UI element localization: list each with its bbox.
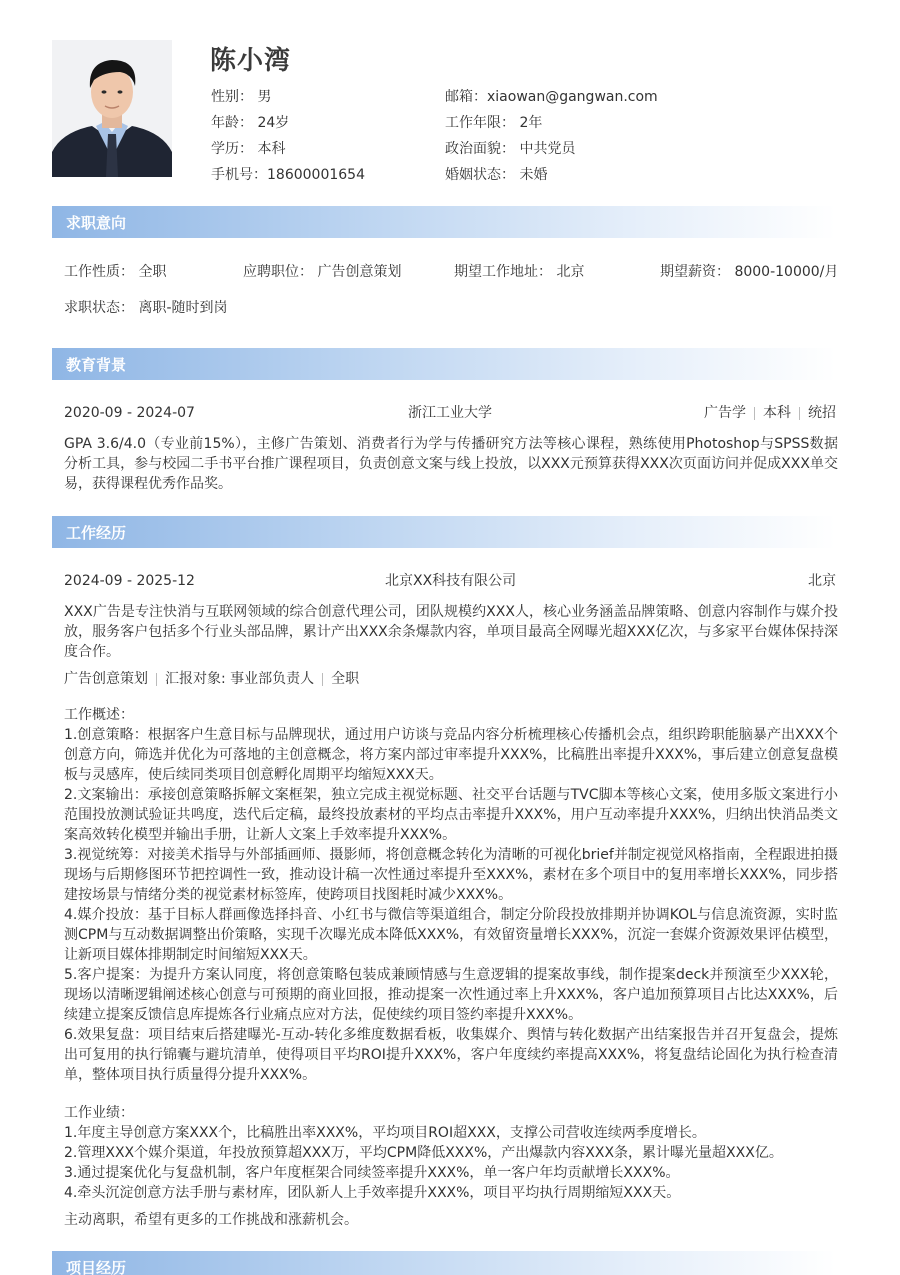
section-title: 工作经历 — [66, 524, 127, 542]
overview-title: 工作概述： — [64, 707, 134, 723]
divider — [799, 407, 800, 420]
work-years: 工作年限： 2年 — [445, 115, 543, 131]
political-status: 政治面貌： 中共党员 — [445, 141, 576, 157]
overview-item: 6.效果复盘：项目结束后搭建曝光-互动-转化多维度数据看板，收集媒介、舆情与转化数据产出结案报告并召开复盘会，提炼出可复用的执行锦囊与避坑清单，使得项目平均ROI提升XXX%，客户年度续约率提高XXX%，将复盘结论固化为执行检查清单，整体项目执行质量得分提升XXX%。 — [64, 1027, 838, 1083]
edu-description: GPA 3.6/4.0（专业前15%），主修广告策划、消费者行为学与传播研究方法等核心课程，熟练使用Photoshop与SPSS数据分析工具，参与校园二手书平台推广课程项目，负责创意文案与线上投放，以XXX元预算获得XXX次页面访问并促成XXX单交易，获得课程优秀作品奖。 — [64, 436, 838, 492]
section-header-education — [52, 348, 836, 380]
overview-item: 4.媒介投放：基于目标人群画像选择抖音、小红书与微信等渠道组合，制定分阶段投放排期并协调KOL与信息流资源，实时监测CPM与互动数据调整出价策略，实现千次曝光成本降低XXX%，有效留资量增长XXX%，沉淀一套媒介资源效果评估模型，让新项目媒体排期制定时间缩短XXX天。 — [64, 907, 838, 963]
divider — [754, 407, 755, 420]
avatar — [52, 40, 172, 177]
divider — [156, 673, 157, 686]
overview-item: 2.文案输出：承接创意策略拆解文案框架，独立完成主视觉标题、社交平台话题与TVC脚本等核心文案，使用多版文案进行小范围投放测试验证共鸣度，迭代后定稿，最终投放素材的平均点击率提升XXX%，用户互动率提升XXX%，归纳出快消品类文案高效转化模型并输出手册，让新人文案上手效率提升XXX%。 — [64, 787, 838, 843]
section-title: 求职意向 — [66, 214, 127, 232]
work-tags — [64, 669, 359, 689]
work-period: 2024-09 - 2025-12 — [64, 573, 195, 589]
work-results — [64, 1103, 838, 1203]
work-jobtype: 全职 — [331, 671, 360, 687]
job-status: 求职状态： 离职-随时到岗 — [64, 300, 228, 316]
overview-item: 3.视觉统筹：对接美术指导与外部插画师、摄影师，将创意概念转化为清晰的可视化brief并制定视觉风格指南，全程跟进拍摄现场与后期修图环节把控调性一致，推动设计稿一次性通过率提升至XXX%，素材在多个项目中的复用率增长XXX%，同步搭建按场景与情绪分类的视觉素材标签库，使跨项目找图耗时减少XXX%。 — [64, 847, 838, 903]
overview-item: 5.客户提案：为提升方案认同度，将创意策略包装成兼顾情感与生意逻辑的提案故事线，制作提案deck并预演至少XXX轮，现场以清晰逻辑阐述核心创意与可预期的商业回报，推动提案一次性通过率上升XXX%，客户追加预算项目占比达XXX%，后续建立提案反馈信息库提炼各行业痛点应对方法，促使续约项目签约率提升XXX%。 — [64, 967, 838, 1023]
candidate-name: 陈小湾 — [210, 46, 292, 76]
result-item: 1.年度主导创意方案XXX个，比稿胜出率XXX%，平均项目ROI超XXX，支撑公司营收连续两季度增长。 — [64, 1125, 706, 1141]
job-position: 应聘职位： 广告创意策划 — [243, 264, 402, 280]
expected-salary: 期望薪资： 8000-10000/月 — [660, 264, 839, 280]
edu-details — [704, 403, 836, 423]
edu-school: 浙江工业大学 — [408, 405, 492, 421]
section-header-work — [52, 516, 836, 548]
work-company: 北京XX科技有限公司 — [385, 573, 517, 589]
divider — [322, 673, 323, 686]
leave-reason: 主动离职，希望有更多的工作挑战和涨薪机会。 — [64, 1212, 358, 1228]
work-report: 汇报对象: 事业部负责人 — [165, 671, 315, 687]
work-overview — [64, 705, 838, 1085]
section-title: 教育背景 — [66, 356, 127, 374]
result-item: 4.牵头沉淀创意方法手册与素材库，团队新人上手效率提升XXX%，项目平均执行周期缩短XXX天。 — [64, 1185, 681, 1201]
edu-mode: 统招 — [808, 405, 836, 421]
result-item: 2.管理XXX个媒介渠道，年投放预算超XXX万，平均CPM降低XXX%，产出爆款内容XXX条，累计曝光量超XXX亿。 — [64, 1145, 783, 1161]
phone: 手机号：18600001654 — [211, 167, 365, 183]
edu-degree: 本科 — [763, 405, 791, 421]
age: 年龄： 24岁 — [211, 115, 290, 131]
email: 邮箱：xiaowan@gangwan.com — [445, 89, 658, 105]
overview-item: 1.创意策略：根据客户生意目标与品牌现状，通过用户访谈与竞品内容分析梳理核心传播机会点，组织跨职能脑暴产出XXX个创意方向，筛选并优化为可落地的主创意概念，将方案内部过审率提升XXX%，比稿胜出率提升XXX%，事后建立创意复盘模板与灵感库，使后续同类项目创意孵化周期平均缩短XXX天。 — [64, 727, 838, 783]
marital-status: 婚姻状态： 未婚 — [445, 167, 548, 183]
work-city: 北京 — [808, 573, 836, 589]
basic-info-right — [445, 84, 865, 188]
job-type: 工作性质： 全职 — [64, 264, 167, 280]
section-header-project — [52, 1251, 836, 1275]
section-header-intent — [52, 206, 836, 238]
section-title: 项目经历 — [66, 1259, 127, 1275]
result-item: 3.通过提案优化与复盘机制，客户年度框架合同续签率提升XXX%，单一客户年均贡献增长XXX%。 — [64, 1165, 680, 1181]
education-level: 学历： 本科 — [211, 141, 286, 157]
job-location: 期望工作地址： 北京 — [454, 264, 585, 280]
edu-major: 广告学 — [704, 405, 746, 421]
portrait-image — [52, 40, 172, 177]
gender: 性别： 男 — [211, 89, 272, 105]
edu-period: 2020-09 - 2024-07 — [64, 405, 195, 421]
results-title: 工作业绩： — [64, 1105, 134, 1121]
work-role: 广告创意策划 — [64, 671, 148, 687]
basic-info-left — [211, 84, 441, 188]
company-intro: XXX广告是专注快消与互联网领域的综合创意代理公司，团队规模约XXX人，核心业务涵盖品牌策略、创意内容制作与媒介投放，服务客户包括多个行业头部品牌，累计产出XXX余条爆款内容，单项目最高全网曝光超XXX亿次，与多家平台媒体保持深度合作。 — [64, 604, 838, 660]
